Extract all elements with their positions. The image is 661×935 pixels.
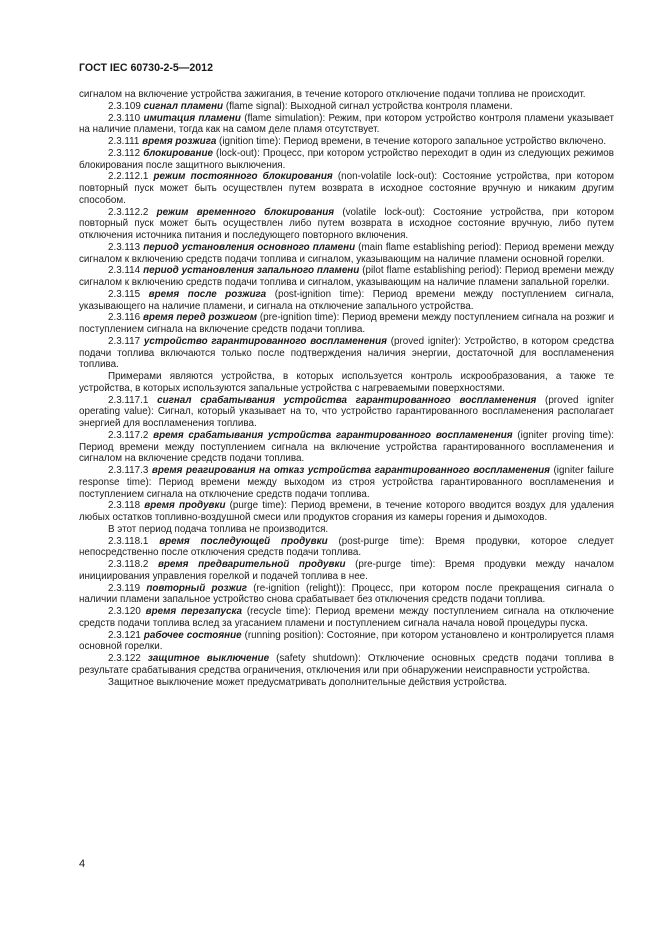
paragraph [79, 171, 614, 206]
clause-number: 2.3.122 [108, 653, 141, 664]
definition-text: (purge time): Период времени, в течение которого вводится воздух для удаления любых остатков топливно-воздушной смеси или продуктов сгорания из камеры горения и дымоходов. [79, 500, 614, 523]
defined-term: сигнал пламени [143, 100, 224, 112]
definition-text: (igniter failure response time): Период времени между выходом из строя устройства гарантированного воспламенения и поступлением сигнала на отключение средств подачи топлива. [79, 465, 614, 500]
paragraph [79, 207, 614, 242]
paragraph [79, 630, 614, 654]
clause-number: 2.3.115 [108, 288, 141, 300]
defined-term: время перед розжигом [142, 312, 257, 324]
defined-term: имитация пламени [143, 112, 241, 124]
paragraph [79, 289, 614, 313]
paragraph [79, 113, 614, 137]
clause-number: 2.3.118 [108, 500, 141, 512]
clause-number: 2.3.116 [108, 312, 141, 324]
paragraph [79, 583, 614, 607]
defined-term: защитное выключение [147, 653, 270, 664]
defined-term: устройство гарантированного воспламенения [143, 335, 387, 347]
clause-number: 2.3.118.2 [108, 559, 149, 570]
paragraph [79, 559, 614, 583]
clause-number: 2.3.112.2 [108, 206, 149, 218]
clause-number: 2.3.117.1 [108, 394, 149, 406]
defined-term: сигнал срабатывания устройства гарантированного воспламенения [157, 394, 537, 406]
paragraph [79, 136, 614, 148]
definition-text: (pre-ignition time): Период времени между поступлением сигнала на розжиг и поступлением сигнала на включение средств подачи топлива. [79, 312, 614, 335]
definition-text: (main flame establishing period): Период времени между сигналом к включению средств подачи топлива и сигналом, указывающим на наличие пламени основной горелки. [79, 241, 614, 265]
definition-text: (volatile lock-out): Состояние устройства, при котором повторный пуск может быть осуществлен либо путем возврата в исходное состояние вручную, либо путем отключения источника питания и последующего повторного включения. [79, 206, 614, 241]
defined-term: режим постоянного блокирования [153, 171, 333, 183]
clause-number: 2.2.112.1 [108, 171, 149, 183]
definition-text: (ignition time): Период времени, в течение которого запальное устройство включено. [219, 136, 607, 147]
clause-number: 2.3.110 [108, 112, 141, 124]
defined-term: время последующей продувки [159, 535, 328, 547]
paragraph [79, 653, 614, 677]
paragraph [79, 465, 614, 500]
definition-text: В этот период подача топлива не производится. [108, 523, 329, 535]
paragraph [79, 336, 614, 371]
defined-term: время срабатывания устройства гарантированного воспламенения [153, 429, 513, 441]
paragraph [79, 536, 614, 560]
definition-text: (proved igniter operating value): Сигнал, который указывает на то, что устройство гарантированного воспламенения располагает энергией для воспламенения топлива. [79, 394, 614, 429]
clause-number: 2.3.117 [108, 335, 141, 347]
document-header: ГОСТ IEC 60730-2-5—2012 [79, 62, 213, 74]
defined-term: период установления основного пламени [143, 241, 356, 253]
paragraph [79, 242, 614, 266]
definition-text: (recycle time): Период времени между поступлением сигнала на отключение средств подачи топлива вслед за угасанием пламени и поступлением сигнала начала новой процедуры пуска. [79, 606, 614, 629]
clause-number: 2.3.117.3 [108, 465, 149, 476]
paragraph [79, 371, 614, 395]
clause-number: 2.3.113 [108, 241, 141, 253]
defined-term: период установления запального пламени [143, 265, 360, 277]
page-number: 4 [79, 858, 86, 870]
clause-number: 2.3.114 [108, 265, 141, 277]
definition-text: (proved igniter): Устройство, в котором средства подачи топлива включаются только после подтверждения наличия энергии, достаточной для воспламенения топлива. [79, 335, 614, 371]
document-body [79, 89, 614, 688]
paragraph [79, 101, 614, 113]
clause-number: 2.3.120 [108, 606, 141, 617]
paragraph [79, 430, 614, 465]
clause-number: 2.3.121 [108, 629, 141, 641]
defined-term: время продувки [144, 500, 226, 512]
defined-term: время розжига [142, 136, 217, 147]
definition-text: (igniter proving time): Период времени между поступлением сигнала на включение устройства гарантированного воспламенения и сигналом на включение средств подачи топлива. [79, 429, 614, 465]
paragraph [79, 89, 614, 101]
clause-number: 2.3.109 [108, 100, 141, 112]
definition-text: Защитное выключение может предусматривать дополнительные действия устройства. [108, 676, 507, 688]
definition-text: (flame simulation): Режим, при котором устройство контроля пламени указывает на наличие пламени, тогда как на самом деле пламя отсутствует. [79, 112, 614, 136]
definition-text: (safety shutdown): Отключение основных средств подачи топлива в результате срабатывания средства ограничения, отключения или при обнаружении неисправности устройства. [79, 653, 614, 676]
paragraph [79, 312, 614, 336]
definition-text: (pre-purge time): Время продувки между началом инициирования управления горелкой и подачей топлива в нее. [79, 559, 614, 582]
clause-number: 2.3.112 [108, 147, 141, 159]
paragraph [79, 606, 614, 630]
defined-term: повторный розжиг [146, 582, 248, 594]
paragraph [79, 677, 614, 689]
definition-text: (non-volatile lock-out): Состояние устройства, при котором повторный пуск может быть осуществлен путем возврата в исходное состояние вручную и никаким другим способом. [79, 171, 614, 206]
clause-number: 2.3.118.1 [108, 535, 149, 547]
definition-text: (lock-out): Процесс, при котором устройство переходит в один из следующих режимов блокирования после защитного выключения. [79, 147, 614, 171]
definition-text: Примерами являются устройства, в которых используется контроль искрообразования, а также те устройства, в которых используются запальные устройства с нагреваемыми поверхностями. [79, 371, 614, 394]
defined-term: режим временного блокирования [156, 206, 335, 218]
definition-text: (post-ignition time): Период времени между поступлением сигнала, указывающего на наличие пламени, и сигнала на отключение запального устройства. [79, 288, 614, 312]
defined-term: время после розжига [148, 288, 267, 300]
clause-number: 2.3.111 [108, 136, 140, 147]
defined-term: время предварительной продувки [157, 559, 346, 570]
paragraph [79, 148, 614, 172]
defined-term: время перезапуска [145, 606, 243, 617]
definition-text: (re-ignition (relight)): Процесс, при котором после прекращения сигнала о наличии пламени запальное устройство снова срабатывает без отключения средств подачи топлива. [79, 582, 614, 606]
definition-text: (flame signal): Выходной сигнал устройства контроля пламени. [225, 100, 513, 112]
paragraph [79, 524, 614, 536]
paragraph [79, 500, 614, 524]
clause-number: 2.3.117.2 [108, 429, 149, 441]
defined-term: блокирование [143, 147, 213, 159]
defined-term: рабочее состояние [143, 629, 242, 641]
clause-number: 2.3.119 [108, 582, 141, 594]
definition-text: (running position): Состояние, при котором установлено и контролируется пламя основной горелки. [79, 629, 614, 653]
paragraph [79, 395, 614, 430]
paragraph [79, 265, 614, 289]
definition-text: сигналом на включение устройства зажигания, в течение которого отключение подачи топлива не происходит. [79, 89, 586, 100]
definition-text: (post-purge time): Время продувки, которое следует непосредственно после отключения средств подачи топлива. [79, 535, 614, 559]
definition-text: (pilot flame establishing period): Период времени между сигналом к включению средств подачи топлива и сигналом, указывающим на наличие пламени запальной горелки. [79, 265, 614, 288]
defined-term: время реагирования на отказ устройства гарантированного воспламенения [151, 465, 550, 476]
